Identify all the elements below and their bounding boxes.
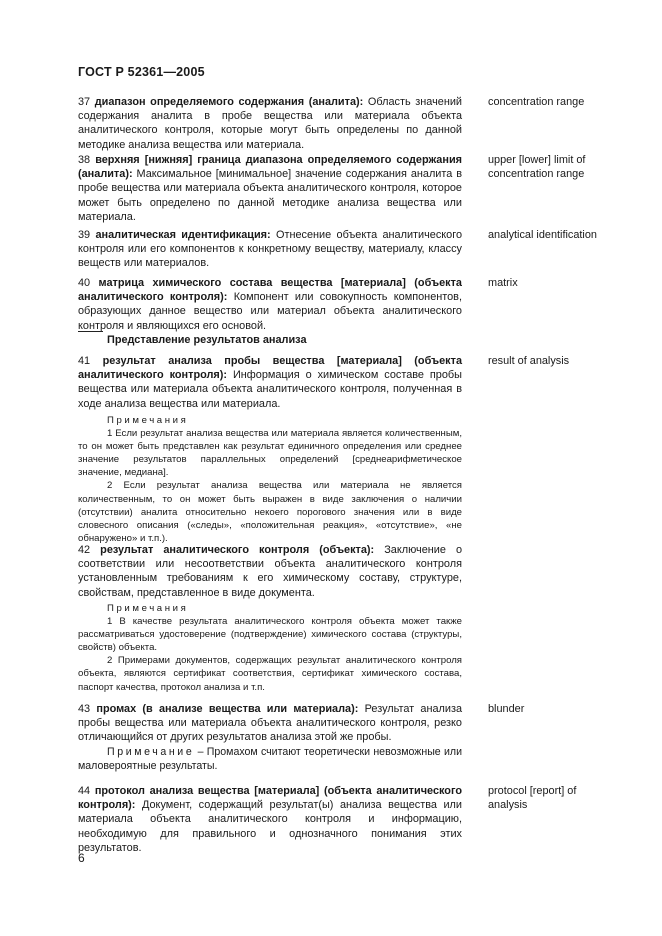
english-equivalent-41: result of analysis bbox=[488, 355, 570, 367]
note-item: 2 Если результат анализа вещества или материала не является количественным, то он может быть выражен в виде заключения о наличии (отсутствии) аналита относительно некоего порогового значения или в виде словесного описания («следы», «положительная реакция», «отсутствие», «не обнаружено» и т.п.). bbox=[78, 480, 462, 544]
notes-41 bbox=[78, 414, 462, 545]
entry-number: 39 bbox=[78, 229, 91, 241]
note-text: – Промахом считают теоретически невозможные или маловероятные результаты. bbox=[78, 746, 462, 773]
english-equivalent-38: upper [lower] limit of concentration range bbox=[488, 154, 586, 181]
term-entry-40 bbox=[78, 276, 462, 333]
entry-number: 38 bbox=[78, 154, 91, 166]
entry-term: диапазон определяемого содержания (аналита): bbox=[94, 96, 364, 108]
english-equivalent-44: protocol [report] of analysis bbox=[488, 785, 577, 812]
entry-number: 41 bbox=[78, 355, 91, 367]
term-entry-42 bbox=[78, 543, 462, 600]
english-equivalent-37: concentration range bbox=[488, 96, 585, 108]
entry-definition: Информация о химическом составе пробы вещества или материала объекта аналитического контроля, полученная в ходе анализа вещества или материала. bbox=[78, 369, 462, 410]
entry-definition: Отнесение объекта аналитического контроля или его компонентов к конкретному веществу, материалу, классу веществ или материалов. bbox=[78, 229, 463, 270]
english-equivalent-40: matrix bbox=[488, 277, 518, 289]
english-equivalent-39: analytical identification bbox=[488, 229, 597, 241]
section-heading: Представление результатов анализа bbox=[107, 334, 307, 346]
divider-line bbox=[78, 331, 103, 332]
entry-definition: Область значений содержания аналита в пробе вещества или материала объекта аналитического контроля, которые могут быть определены по данной методике анализа вещества или материала. bbox=[78, 96, 462, 151]
note-item: 1 Если результат анализа вещества или материала является количественным, то он может быть представлен как результат единичного определения или среднее значение результатов параллельных определений [среднеарифметическое значение, медиана]. bbox=[78, 428, 462, 479]
notes-42 bbox=[78, 602, 462, 694]
term-entry-43 bbox=[78, 702, 462, 745]
entry-term: верхняя [нижняя] граница диапазона определяемого содержания (аналита): bbox=[78, 154, 462, 181]
notes-heading: Примечания bbox=[107, 415, 189, 426]
note-item: 1 В качестве результата аналитического контроля объекта может также рассматриваться удостоверение (подтверждение) химического состава (структуры, свойств) объекта. bbox=[78, 616, 462, 654]
notes-heading: Примечания bbox=[107, 603, 189, 614]
entry-number: 40 bbox=[78, 277, 91, 289]
term-entry-37 bbox=[78, 95, 462, 152]
entry-definition: Компонент или совокупность компонентов, образующих данное вещество или материал объекта аналитического контроля и являющихся его основой. bbox=[78, 291, 462, 332]
term-entry-38 bbox=[78, 153, 462, 224]
entry-definition: Заключение о соответствии или несоответствии объекта аналитического контроля установленным требованиям к его химическому составу, структуре, свойствам, представленное в виде документа. bbox=[78, 544, 463, 599]
term-entry-39 bbox=[78, 228, 462, 271]
entry-term: протокол анализа вещества [материала] (объекта аналитического контроля): bbox=[78, 785, 463, 812]
entry-term: результат анализа пробы вещества [материала] (объекта аналитического контроля): bbox=[78, 355, 462, 382]
entry-number: 44 bbox=[78, 785, 91, 797]
page-header: ГОСТ Р 52361—2005 bbox=[78, 65, 205, 79]
entry-number: 43 bbox=[78, 703, 91, 715]
entry-term: промах (в анализе вещества или материала): bbox=[96, 703, 359, 715]
page-number: 6 bbox=[78, 851, 85, 865]
entry-definition: Документ, содержащий результат(ы) анализа вещества или материала объекта аналитического контроля и информацию, необходимую для правильного и однозначного понимания этих результатов. bbox=[78, 799, 462, 854]
entry-number: 37 bbox=[78, 96, 91, 108]
note-43 bbox=[78, 745, 462, 773]
entry-definition: Результат анализа пробы вещества или материала объекта аналитического контроля, резко отличающийся от других результатов анализа этой же пробы. bbox=[78, 703, 463, 744]
entry-definition: Максимальное [минимальное] значение содержания аналита в пробе вещества или материала объекта аналитического контроля, которое может быть определено по данной методике анализа вещества или материала. bbox=[78, 168, 463, 223]
entry-number: 42 bbox=[78, 544, 91, 556]
note-label: Примечание bbox=[107, 746, 195, 758]
term-entry-44 bbox=[78, 784, 462, 855]
entry-term: аналитическая идентификация: bbox=[95, 229, 271, 241]
entry-term: матрица химического состава вещества [материала] (объекта аналитического контроля): bbox=[78, 277, 462, 304]
term-entry-41 bbox=[78, 354, 462, 411]
english-equivalent-43: blunder bbox=[488, 703, 525, 715]
entry-term: результат аналитического контроля (объекта): bbox=[100, 544, 375, 556]
note-item: 2 Примерами документов, содержащих результат аналитического контроля объекта, являются сертификат соответствия, сертификат химического состава, паспорт качества, протокол анализа и т.п. bbox=[78, 655, 462, 693]
